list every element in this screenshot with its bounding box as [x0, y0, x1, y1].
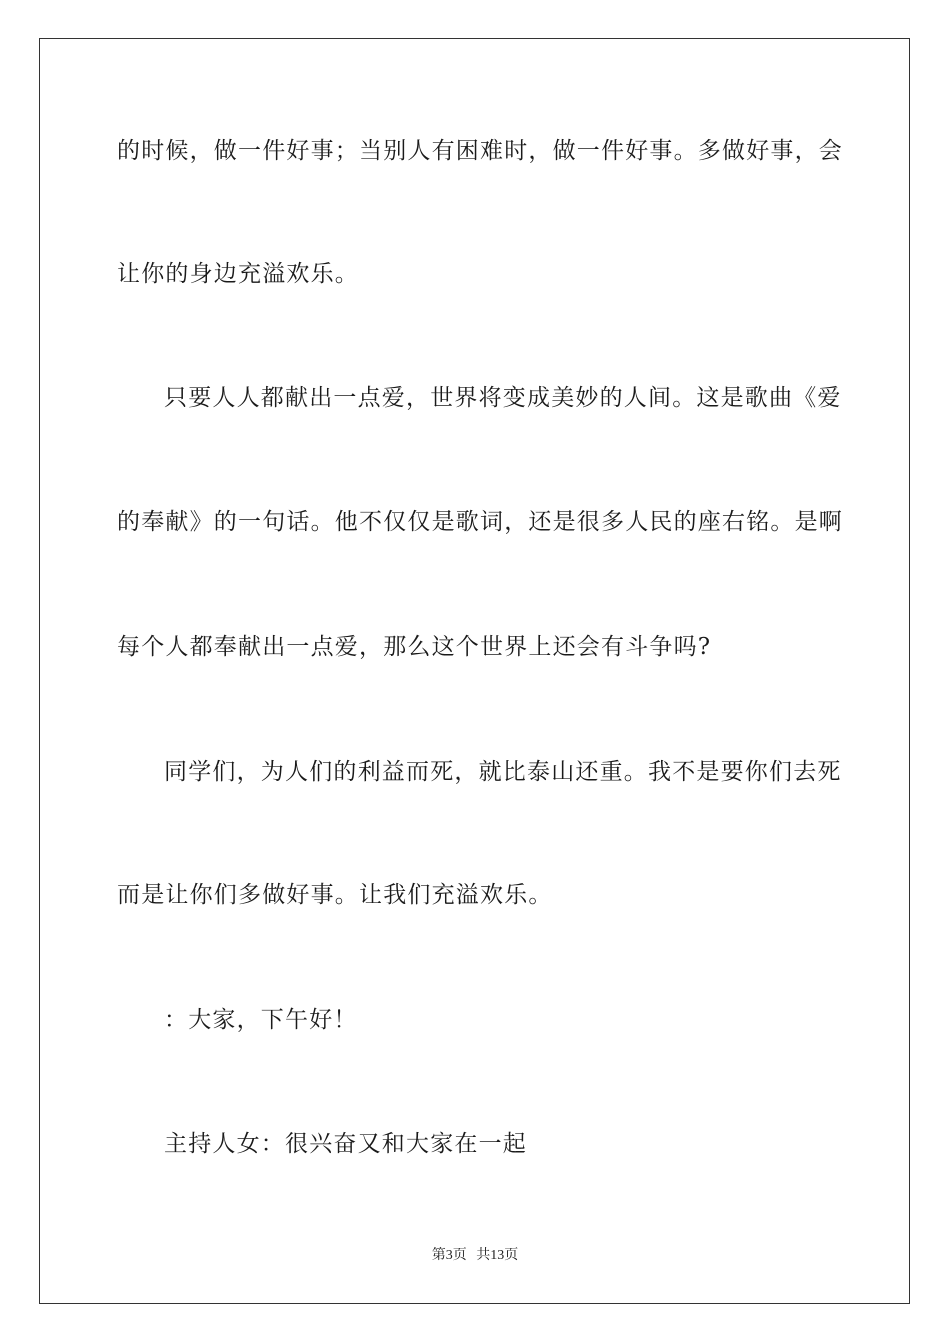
- page-footer: [0, 1247, 950, 1265]
- text-line-1: 的时候，做一件好事；当别人有困难时，做一件好事。多做好事，会: [117, 138, 843, 164]
- page-total: 共13页: [476, 1248, 519, 1263]
- text-line-5: 每个人都奉献出一点爱，那么这个世界上还会有斗争吗?: [117, 634, 712, 660]
- text-line-2: 让你的身边充溢欢乐。: [117, 261, 359, 287]
- text-line-7: 而是让你们多做好事。让我们充溢欢乐。: [117, 882, 553, 908]
- page-number: 第3页: [431, 1248, 467, 1263]
- text-line-9: 主持人女：很兴奋又和大家在一起: [164, 1131, 527, 1157]
- text-line-3: 只要人人都献出一点爱，世界将变成美妙的人间。这是歌曲《爱: [164, 385, 842, 411]
- text-line-8: ：大家，下午好！: [164, 1007, 358, 1033]
- page-border: [39, 38, 910, 1304]
- text-line-6: 同学们，为人们的利益而死，就比泰山还重。我不是要你们去死: [164, 759, 842, 785]
- text-line-4: 的奉献》的一句话。他不仅仅是歌词，还是很多人民的座右铭。是啊: [117, 509, 843, 535]
